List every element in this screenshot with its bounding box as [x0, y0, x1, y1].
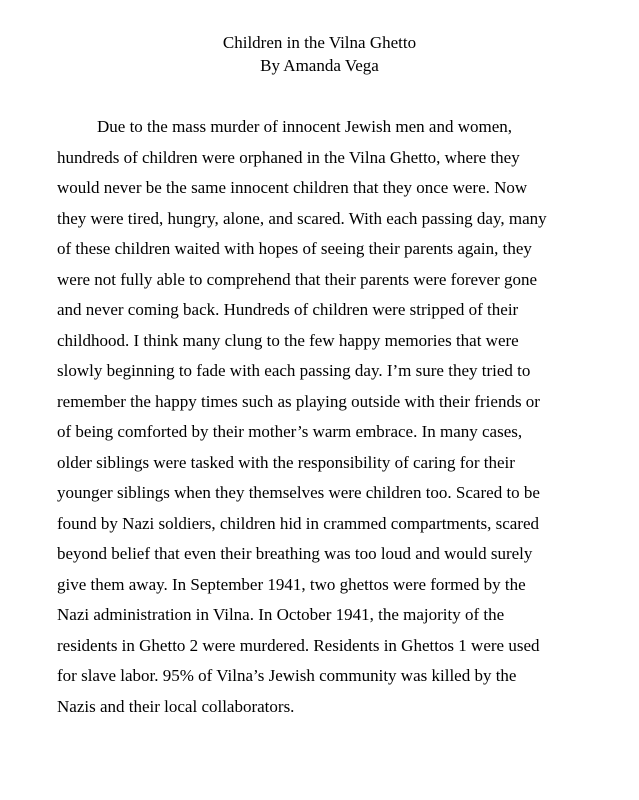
paragraph-line: younger siblings when they themselves were children too. Scared to be [57, 483, 540, 502]
paragraph-line: found by Nazi soldiers, children hid in crammed compartments, scared [57, 513, 539, 533]
paragraph-line: they were tired, hungry, alone, and scared. With each passing day, many [57, 208, 547, 228]
paragraph-line: of these children waited with hopes of seeing their parents again, they [57, 239, 532, 258]
paragraph-line: Due to the mass murder of innocent Jewish men and women, [97, 117, 512, 136]
paragraph-line: give them away. In September 1941, two ghettos were formed by the [57, 574, 526, 594]
paragraph-line: beyond belief that even their breathing was too loud and would surely [57, 544, 533, 563]
paragraph-line: and never coming back. Hundreds of children were stripped of their [57, 300, 519, 319]
body-paragraph [57, 112, 617, 722]
document-title: Children in the Vilna Ghetto [222, 33, 417, 52]
paragraph-line: childhood. I think many clung to the few happy memories that were [57, 330, 519, 350]
paragraph-line: hundreds of children were orphaned in the Vilna Ghetto, where they [57, 147, 520, 167]
paragraph-line: would never be the same innocent children that they once were. Now [57, 178, 528, 197]
paragraph-line: of being comforted by their mother’s warm embrace. In many cases, [57, 422, 523, 441]
paragraph-line: were not fully able to comprehend that their parents were forever gone [57, 269, 538, 289]
document-author: By Amanda Vega [260, 56, 379, 75]
paragraph-line: Nazi administration in Vilna. In October 1941, the majority of the [57, 605, 505, 624]
paragraph-line: for slave labor. 95% of Vilna’s Jewish community was killed by the [57, 666, 517, 685]
paragraph-line: older siblings were tasked with the responsibility of caring for their [57, 452, 515, 472]
paragraph-line: Nazis and their local collaborators. [57, 696, 295, 716]
paragraph-line: remember the happy times such as playing outside with their friends or [57, 391, 540, 411]
paragraph-line: slowly beginning to fade with each passing day. I’m sure they tried to [57, 361, 531, 380]
paragraph-line: residents in Ghetto 2 were murdered. Residents in Ghettos 1 were used [57, 635, 540, 655]
